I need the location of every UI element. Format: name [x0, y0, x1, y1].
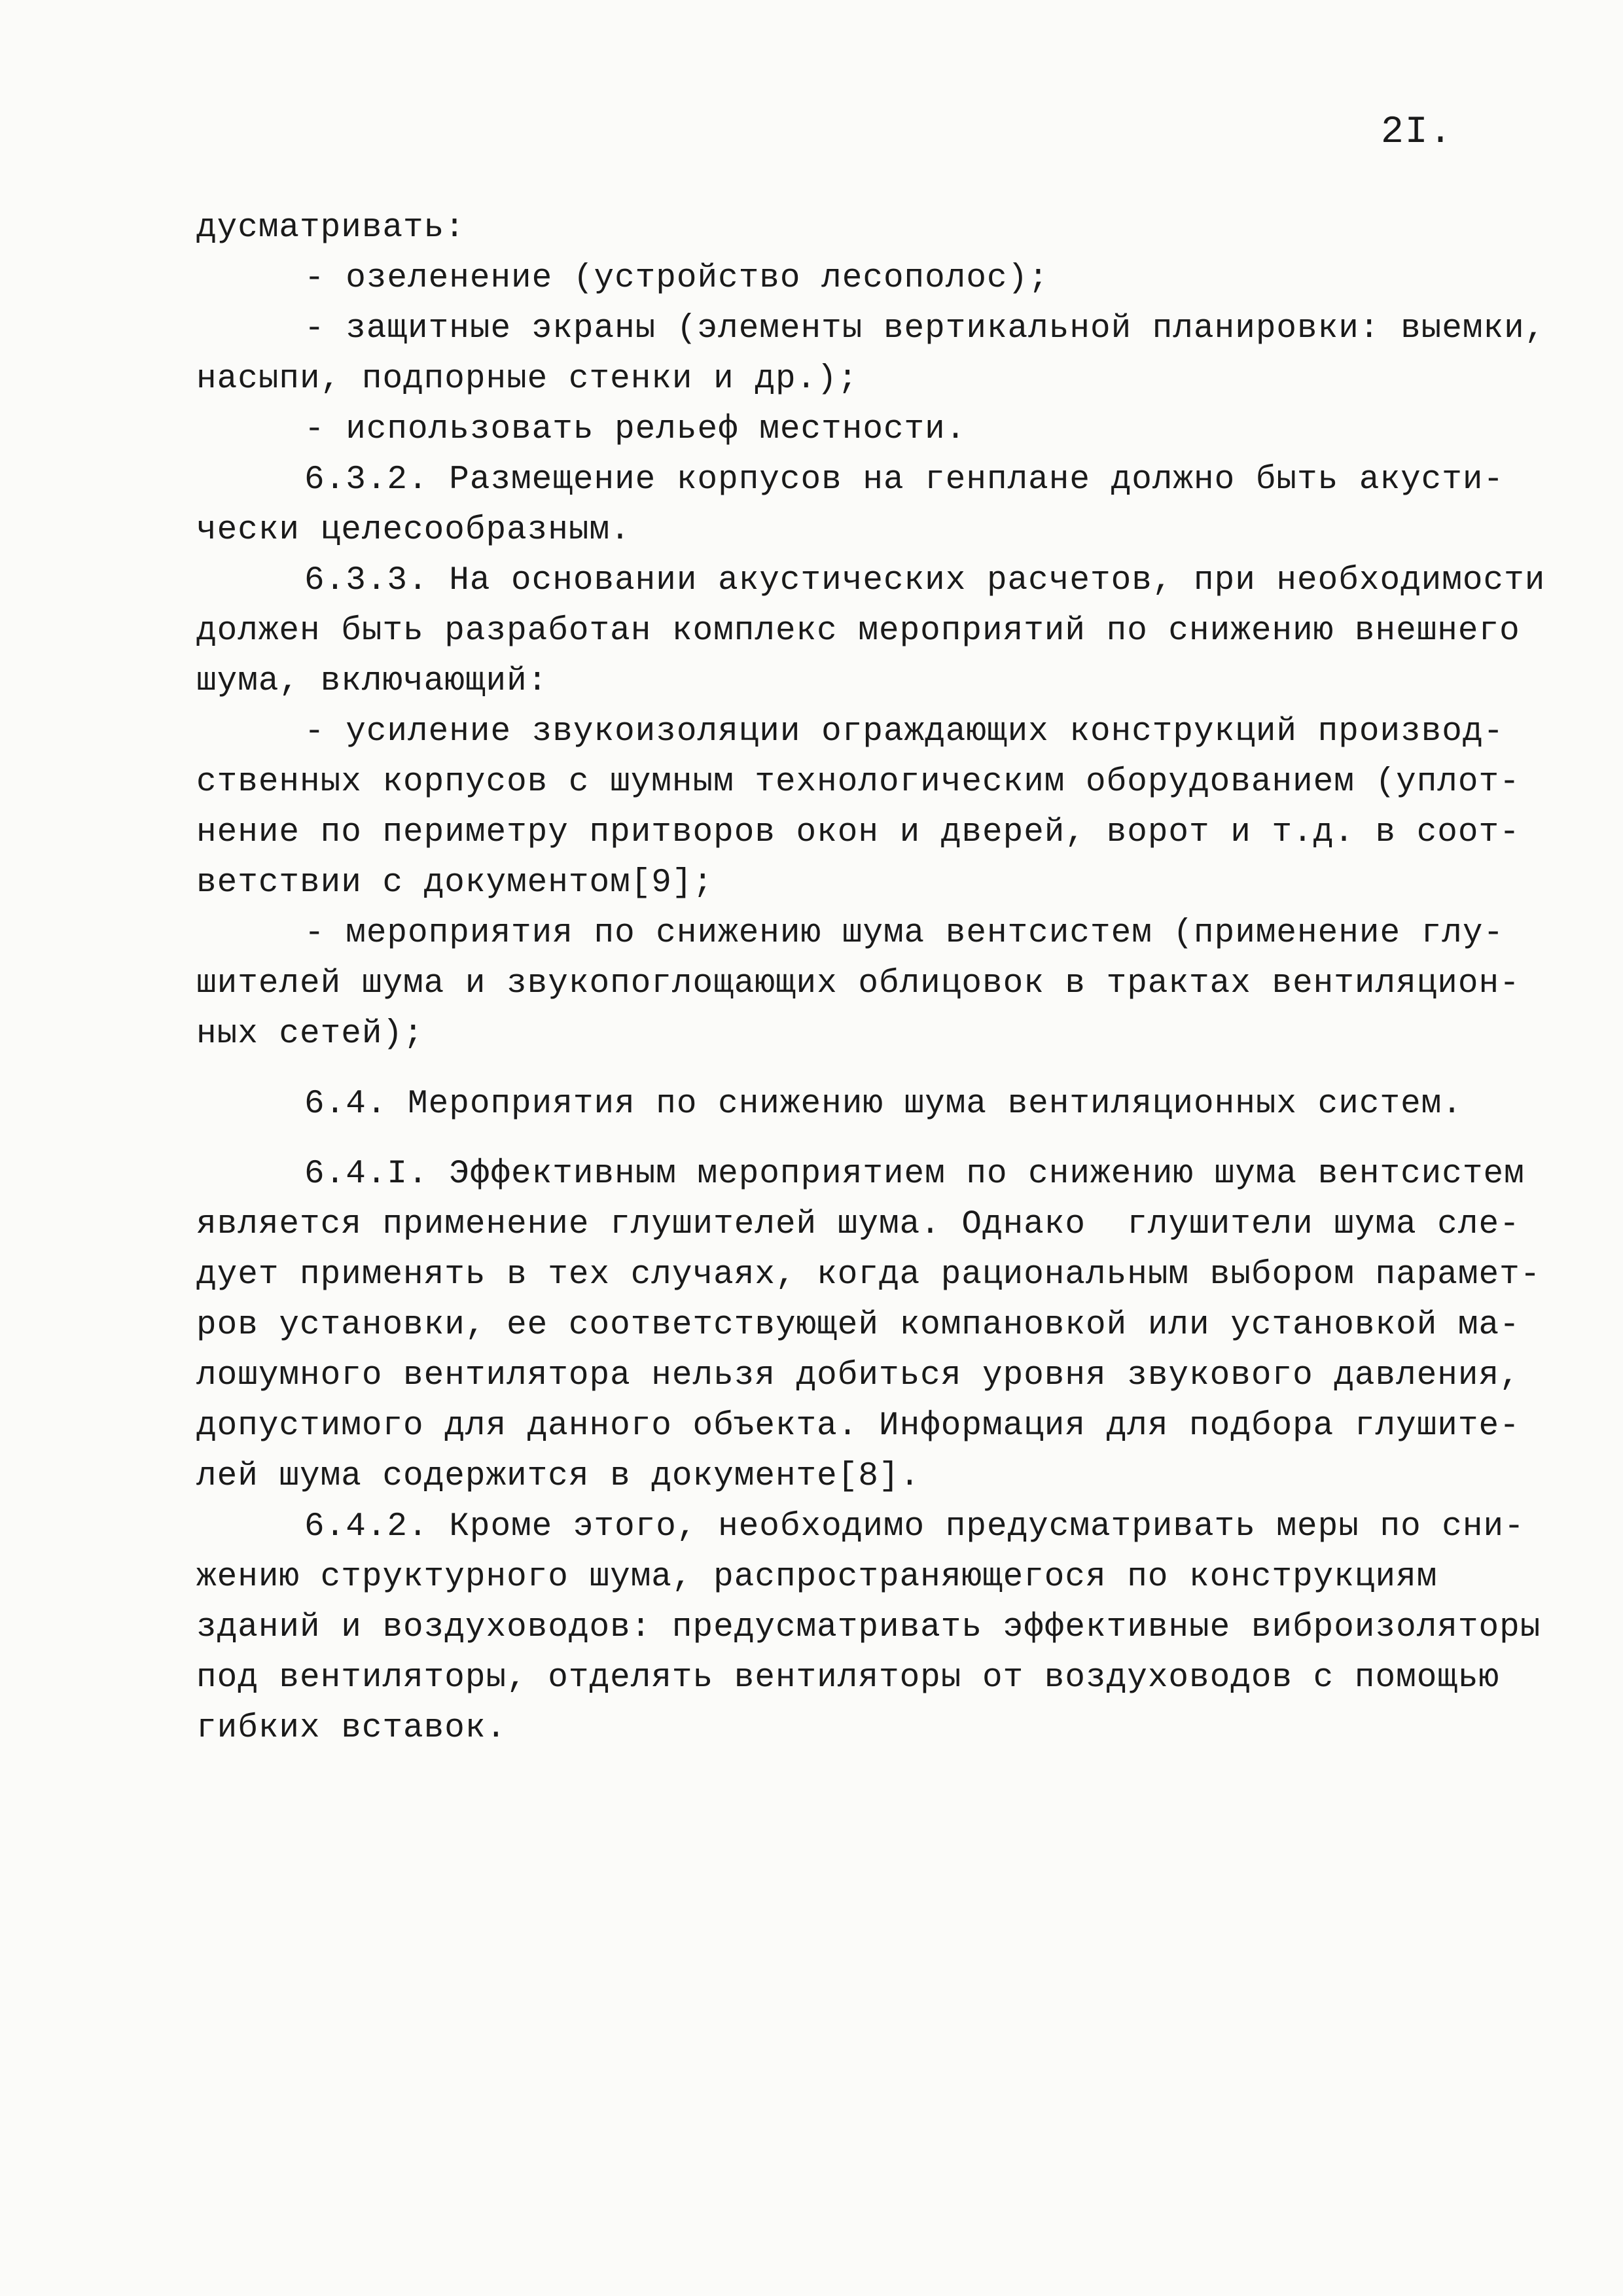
text-line: ров установки, ее соответствующей компановкой или установкой ма-: [196, 1307, 1520, 1344]
text-line: чески целесообразным.: [196, 512, 631, 549]
text-line: дует применять в тех случаях, когда рациональным выбором парамет-: [196, 1256, 1541, 1294]
text-line: дусматривать:: [196, 209, 465, 247]
text-line: под вентиляторы, отделять вентиляторы от воздуховодов с помощью: [196, 1659, 1500, 1697]
text-line: шителей шума и звукопоглощающих облицовок в трактах вентиляцион-: [196, 965, 1520, 1002]
text-line: зданий и воздуховодов: предусматривать эффективные виброизоляторы: [196, 1609, 1541, 1646]
list-item: - защитные экраны (элементы вертикальной планировки: выемки,: [304, 310, 1546, 347]
text-line: лошумного вентилятора нельзя добиться уровня звукового давления,: [196, 1357, 1520, 1394]
text-line: ветствии с документом[9];: [196, 864, 714, 902]
text-line: шума, включающий:: [196, 663, 548, 700]
text-line: гибких вставок.: [196, 1710, 507, 1747]
list-item: - озеленение (устройство лесополос);: [304, 260, 1049, 297]
section-heading-6-4: 6.4. Мероприятия по снижению шума вентиляционных систем.: [304, 1086, 1463, 1123]
section-6-3-3: 6.3.3. На основании акустических расчетов, при необходимости: [304, 562, 1546, 599]
section-6-3-2: 6.3.2. Размещение корпусов на генплане должно быть акусти-: [304, 461, 1505, 499]
text-line: насыпи, подпорные стенки и др.);: [196, 361, 859, 398]
body-text: [196, 203, 1546, 1754]
text-line: ственных корпусов с шумным технологическим оборудованием (уплот-: [196, 764, 1520, 801]
text-line: жению структурного шума, распространяющегося по конструкциям: [196, 1559, 1438, 1596]
text-line: должен быть разработан комплекс мероприятий по снижению внешнего: [196, 612, 1520, 650]
text-line: допустимого для данного объекта. Информация для подбора глушите-: [196, 1407, 1520, 1445]
text-line: нение по периметру притворов окон и дверей, ворот и т.д. в соот-: [196, 814, 1520, 851]
section-6-4-1: 6.4.I. Эффективным мероприятием по снижению шума вентсистем: [304, 1156, 1525, 1193]
list-item: - использовать рельеф местности.: [304, 411, 967, 448]
section-6-4-2: 6.4.2. Кроме этого, необходимо предусматривать меры по сни-: [304, 1508, 1525, 1545]
list-item: - усиление звукоизоляции ограждающих конструкций производ-: [304, 713, 1505, 751]
list-item: - мероприятия по снижению шума вентсистем (применение глу-: [304, 915, 1505, 952]
text-line: является применение глушителей шума. Однако глушители шума сле-: [196, 1206, 1520, 1243]
text-line: ных сетей);: [196, 1016, 424, 1053]
page-number: 2I.: [1381, 111, 1454, 154]
text-line: лей шума содержится в документе[8].: [196, 1458, 921, 1495]
